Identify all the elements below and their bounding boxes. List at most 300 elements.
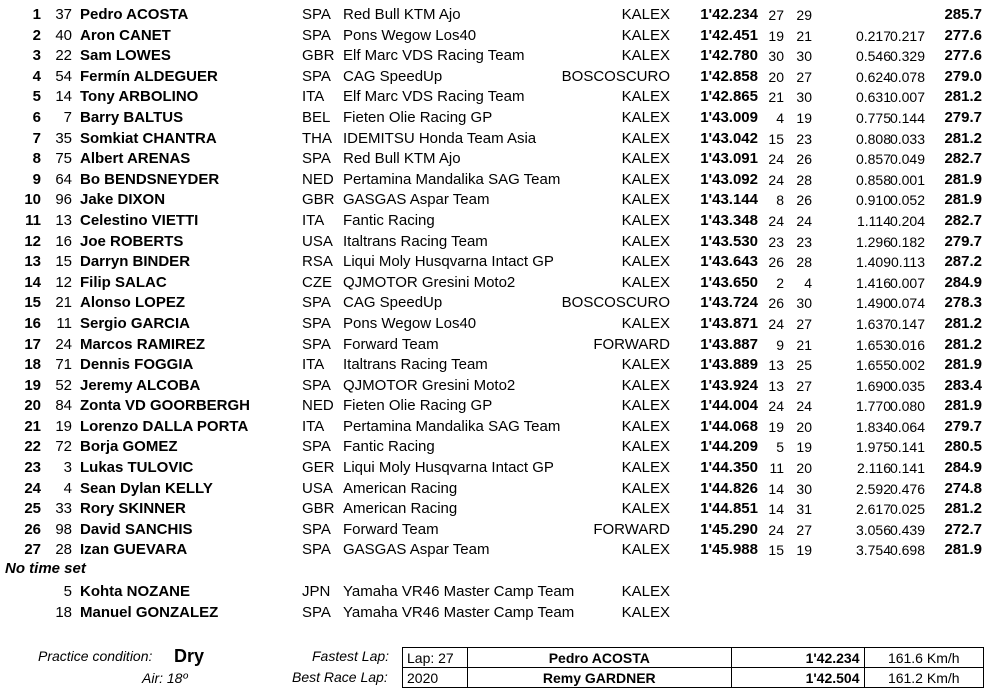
position: 16	[24, 314, 41, 332]
best-lap-number: 19	[768, 418, 784, 435]
rider-number: 14	[55, 88, 72, 106]
best-race-lap-label: Best Race Lap:	[292, 669, 388, 685]
rider-number: 16	[55, 232, 72, 250]
best-lap-number: 23	[768, 233, 784, 250]
best-lap-number: 13	[768, 377, 784, 394]
gap-to-first: 3.754	[855, 542, 891, 559]
gap-to-first: 0.624	[855, 68, 891, 85]
rider-number: 19	[55, 417, 72, 435]
top-speed: 281.2	[944, 314, 982, 332]
best-lap-number: 15	[768, 542, 784, 559]
position: 18	[24, 356, 41, 374]
motorcycle: KALEX	[621, 88, 670, 106]
result-row	[0, 87, 988, 108]
gap-to-first: 3.056	[855, 521, 891, 538]
gap-to-first: 1.490	[855, 295, 891, 312]
gap-to-previous: 0.182	[889, 233, 925, 250]
team-name: Yamaha VR46 Master Camp Team	[343, 603, 575, 621]
top-speed: 281.9	[944, 541, 982, 559]
lap-time: 1'43.924	[700, 376, 758, 394]
position: 19	[24, 376, 41, 394]
total-laps: 27	[796, 377, 812, 394]
gap-to-first: 1.416	[855, 274, 891, 291]
result-row	[0, 479, 988, 500]
results-table	[0, 5, 988, 561]
total-laps: 28	[796, 171, 812, 188]
position: 24	[24, 479, 41, 497]
result-row	[0, 46, 988, 67]
result-row	[0, 170, 988, 191]
rider-name: Jeremy ALCOBA	[80, 376, 201, 394]
team-name: CAG SpeedUp	[343, 294, 443, 312]
result-row	[0, 376, 988, 397]
best-lap-number: 21	[768, 89, 784, 106]
team-name: Italtrans Racing Team	[343, 356, 488, 374]
nationality: ITA	[302, 356, 325, 374]
nationality: RSA	[302, 253, 333, 271]
rider-name: Albert ARENAS	[80, 150, 191, 168]
lap-time: 1'42.865	[700, 88, 758, 106]
team-name: Pertamina Mandalika SAG Team	[343, 417, 561, 435]
lap-time: 1'44.851	[700, 500, 758, 518]
total-laps: 30	[796, 89, 812, 106]
team-name: Red Bull KTM Ajo	[343, 150, 461, 168]
motorcycle: KALEX	[621, 459, 670, 477]
gap-to-first: 0.217	[855, 27, 891, 44]
result-row	[0, 5, 988, 26]
result-row	[0, 355, 988, 376]
top-speed: 279.7	[944, 232, 982, 250]
best-lap-number: 14	[768, 501, 784, 518]
rider-name: Lukas TULOVIC	[80, 459, 194, 477]
no-time-row	[0, 582, 988, 603]
no-time-set-list	[0, 582, 988, 623]
top-speed: 279.7	[944, 108, 982, 126]
team-name: Italtrans Racing Team	[343, 232, 488, 250]
rider-name: Joe ROBERTS	[80, 232, 184, 250]
motorcycle: KALEX	[621, 108, 670, 126]
best-lap-number: 27	[768, 7, 784, 23]
total-laps: 30	[796, 295, 812, 312]
rider-number: 96	[55, 191, 72, 209]
lap-time: 1'43.889	[700, 356, 758, 374]
rider-name: Jake DIXON	[80, 191, 166, 209]
lap-time: 1'43.009	[700, 108, 758, 126]
result-row	[0, 314, 988, 335]
rider-name: Sergio GARCIA	[80, 314, 191, 332]
result-row	[0, 499, 988, 520]
nationality: NED	[302, 170, 334, 188]
nationality: SPA	[302, 335, 331, 353]
rider-name: Fermín ALDEGUER	[80, 67, 218, 85]
best-lap-number: 30	[768, 48, 784, 65]
lap-time: 1'45.290	[700, 520, 758, 538]
rider-name: Marcos RAMIREZ	[80, 335, 206, 353]
rider-name: David SANCHIS	[80, 520, 193, 538]
position: 7	[32, 129, 41, 147]
gap-to-previous: 0.052	[889, 192, 925, 209]
gap-to-first: 1.296	[855, 233, 891, 250]
team-name: Elf Marc VDS Racing Team	[343, 47, 525, 65]
total-laps: 20	[796, 460, 812, 477]
rider-number: 72	[55, 438, 72, 456]
nationality: GER	[302, 459, 335, 477]
position: 1	[32, 6, 41, 23]
team-name: QJMOTOR Gresini Moto2	[343, 273, 516, 291]
top-speed: 281.9	[944, 191, 982, 209]
motorcycle: KALEX	[621, 479, 670, 497]
result-row	[0, 67, 988, 88]
motorcycle: KALEX	[621, 417, 670, 435]
nationality: USA	[302, 479, 333, 497]
rider-number: 4	[63, 479, 72, 497]
rider-number: 22	[55, 47, 72, 65]
gap-to-previous: 0.141	[889, 460, 925, 477]
team-name: Fantic Racing	[343, 438, 435, 456]
total-laps: 27	[796, 521, 812, 538]
top-speed: 281.9	[944, 397, 982, 415]
nationality: SPA	[302, 376, 331, 394]
nationality: SPA	[302, 314, 331, 332]
rider-number: 12	[55, 273, 72, 291]
nationality: SPA	[302, 294, 331, 312]
nationality: ITA	[302, 417, 325, 435]
top-speed: 281.2	[944, 88, 982, 106]
lap-time: 1'42.780	[700, 47, 758, 65]
fastest-lap-time: 1'42.234	[731, 648, 864, 668]
lap-time: 1'43.650	[700, 273, 758, 291]
lap-time: 1'42.451	[700, 26, 758, 44]
nationality: GBR	[302, 191, 335, 209]
lap-time: 1'43.042	[700, 129, 758, 147]
total-laps: 24	[796, 212, 812, 229]
gap-to-first: 1.975	[855, 439, 891, 456]
team-name: Forward Team	[343, 335, 439, 353]
air-temperature: Air: 18º	[142, 670, 188, 686]
best-race-lap-row	[403, 668, 984, 688]
rider-number: 33	[55, 500, 72, 518]
position: 20	[24, 397, 41, 415]
rider-name: Manuel GONZALEZ	[80, 603, 219, 621]
total-laps: 23	[796, 233, 812, 250]
nationality: JPN	[302, 583, 331, 600]
lap-time: 1'45.988	[700, 541, 758, 559]
result-row	[0, 437, 988, 458]
gap-to-previous: 0.035	[889, 377, 925, 394]
gap-to-previous: 0.078	[889, 68, 925, 85]
total-laps: 30	[796, 480, 812, 497]
motorcycle: KALEX	[621, 603, 670, 621]
position: 13	[24, 253, 41, 271]
gap-to-previous: 0.074	[889, 295, 925, 312]
result-row	[0, 273, 988, 294]
total-laps: 24	[796, 398, 812, 415]
rider-number: 64	[55, 170, 72, 188]
rider-number: 5	[63, 583, 72, 600]
best-lap-number: 24	[768, 398, 784, 415]
result-row	[0, 190, 988, 211]
top-speed: 281.2	[944, 500, 982, 518]
motorcycle: KALEX	[621, 47, 670, 65]
best-lap-number: 24	[768, 521, 784, 538]
best-lap-number: 5	[776, 439, 784, 456]
nationality: GBR	[302, 47, 335, 65]
team-name: QJMOTOR Gresini Moto2	[343, 376, 516, 394]
team-name: GASGAS Aspar Team	[343, 191, 490, 209]
gap-to-first: 0.858	[855, 171, 891, 188]
lap-time: 1'43.091	[700, 150, 758, 168]
motorcycle: KALEX	[621, 191, 670, 209]
rider-name: Dennis FOGGIA	[80, 356, 194, 374]
motorcycle: KALEX	[621, 129, 670, 147]
lap-time: 1'43.092	[700, 170, 758, 188]
rider-number: 71	[55, 356, 72, 374]
motorcycle: KALEX	[621, 500, 670, 518]
motorcycle: KALEX	[621, 438, 670, 456]
lap-time: 1'44.209	[700, 438, 758, 456]
nationality: BEL	[302, 108, 331, 126]
lap-time: 1'44.826	[700, 479, 758, 497]
best-race-lap-rider: Remy GARDNER	[467, 668, 731, 688]
total-laps: 21	[796, 336, 812, 353]
gap-to-first: 0.808	[855, 130, 891, 147]
best-lap-number: 2	[776, 274, 784, 291]
rider-number: 28	[55, 541, 72, 559]
total-laps: 23	[796, 130, 812, 147]
total-laps: 21	[796, 27, 812, 44]
result-row	[0, 108, 988, 129]
gap-to-first: 1.409	[855, 254, 891, 271]
gap-to-first: 1.653	[855, 336, 891, 353]
nationality: ITA	[302, 211, 325, 229]
position: 15	[24, 294, 41, 312]
result-row	[0, 520, 988, 541]
position: 23	[24, 459, 41, 477]
gap-to-previous: 0.033	[889, 130, 925, 147]
position: 21	[24, 417, 41, 435]
fastest-lap-rider: Pedro ACOSTA	[467, 648, 731, 668]
top-speed: 281.2	[944, 129, 982, 147]
rider-number: 52	[55, 376, 72, 394]
total-laps: 28	[796, 254, 812, 271]
best-lap-number: 11	[769, 460, 784, 477]
rider-name: Borja GOMEZ	[80, 438, 178, 456]
rider-name: Izan GUEVARA	[80, 541, 188, 559]
team-name: Liqui Moly Husqvarna Intact GP	[343, 253, 554, 271]
nationality: SPA	[302, 603, 331, 621]
result-row	[0, 458, 988, 479]
team-name: Yamaha VR46 Master Camp Team	[343, 583, 575, 600]
team-name: Fantic Racing	[343, 211, 435, 229]
total-laps: 26	[796, 192, 812, 209]
team-name: Liqui Moly Husqvarna Intact GP	[343, 459, 554, 477]
motorcycle: KALEX	[621, 314, 670, 332]
best-lap-number: 8	[776, 192, 784, 209]
rider-name: Sean Dylan KELLY	[80, 479, 213, 497]
position: 17	[24, 335, 41, 353]
rider-number: 37	[55, 6, 72, 23]
rider-number: 7	[63, 108, 72, 126]
result-row	[0, 335, 988, 356]
motorcycle: KALEX	[621, 26, 670, 44]
best-lap-number: 26	[768, 295, 784, 312]
rider-name: Sam LOWES	[80, 47, 171, 65]
top-speed: 281.9	[944, 170, 982, 188]
result-row	[0, 396, 988, 417]
nationality: USA	[302, 232, 333, 250]
top-speed: 272.7	[944, 520, 982, 538]
nationality: SPA	[302, 67, 331, 85]
best-lap-number: 14	[768, 480, 784, 497]
team-name: Forward Team	[343, 520, 439, 538]
motorcycle: BOSCOSCURO	[561, 294, 670, 312]
position: 25	[24, 500, 41, 518]
rider-number: 15	[55, 253, 72, 271]
best-lap-number: 9	[776, 336, 784, 353]
motorcycle: KALEX	[621, 273, 670, 291]
result-row	[0, 211, 988, 232]
gap-to-first: 1.637	[855, 315, 891, 332]
motorcycle: KALEX	[621, 150, 670, 168]
motorcycle: FORWARD	[593, 520, 670, 538]
motorcycle: KALEX	[621, 6, 670, 23]
top-speed: 277.6	[944, 26, 982, 44]
rider-number: 98	[55, 520, 72, 538]
total-laps: 20	[796, 418, 812, 435]
gap-to-first: 1.770	[855, 398, 891, 415]
position: 4	[32, 67, 41, 85]
nationality: SPA	[302, 520, 331, 538]
no-time-set-heading: No time set	[5, 560, 86, 577]
best-race-lap-speed: 161.2 Km/h	[864, 668, 984, 688]
motorcycle: KALEX	[621, 397, 670, 415]
practice-condition-value: Dry	[174, 646, 205, 666]
total-laps: 19	[796, 109, 812, 126]
gap-to-previous: 0.217	[889, 27, 925, 44]
gap-to-previous: 0.144	[889, 109, 925, 126]
best-lap-number: 19	[768, 27, 784, 44]
top-speed: 274.8	[944, 479, 982, 497]
top-speed: 284.9	[944, 273, 982, 291]
total-laps: 30	[796, 48, 812, 65]
team-name: Pertamina Mandalika SAG Team	[343, 170, 561, 188]
rider-name: Tony ARBOLINO	[80, 88, 199, 106]
top-speed: 279.0	[944, 67, 982, 85]
gap-to-first: 1.114	[857, 212, 891, 229]
best-lap-number: 24	[768, 171, 784, 188]
top-speed: 282.7	[944, 150, 982, 168]
lap-time: 1'43.643	[700, 253, 758, 271]
gap-to-previous: 0.049	[889, 151, 925, 168]
nationality: CZE	[302, 273, 332, 291]
team-name: Red Bull KTM Ajo	[343, 6, 461, 23]
lap-time: 1'43.348	[700, 211, 758, 229]
nationality: THA	[302, 129, 332, 147]
total-laps: 27	[796, 68, 812, 85]
position: 11	[25, 211, 41, 229]
lap-time: 1'44.004	[700, 397, 758, 415]
gap-to-first: 2.592	[855, 480, 891, 497]
rider-name: Alonso LOPEZ	[80, 294, 185, 312]
gap-to-first: 2.617	[855, 501, 891, 518]
rider-number: 11	[56, 314, 72, 332]
total-laps: 27	[796, 315, 812, 332]
gap-to-first: 0.857	[855, 151, 891, 168]
position: 2	[32, 26, 41, 44]
rider-name: Barry BALTUS	[80, 108, 184, 126]
total-laps: 31	[796, 501, 812, 518]
motorcycle: BOSCOSCURO	[561, 67, 670, 85]
team-name: Pons Wegow Los40	[343, 26, 477, 44]
nationality: ITA	[302, 88, 325, 106]
rider-name: Darryn BINDER	[80, 253, 191, 271]
rider-name: Zonta VD GOORBERGH	[80, 397, 251, 415]
best-lap-number: 26	[768, 254, 784, 271]
best-lap-number: 15	[768, 130, 784, 147]
top-speed: 282.7	[944, 211, 982, 229]
rider-number: 40	[55, 26, 72, 44]
top-speed: 279.7	[944, 417, 982, 435]
rider-number: 35	[55, 129, 72, 147]
gap-to-first: 0.910	[855, 192, 891, 209]
position: 26	[24, 520, 41, 538]
gap-to-previous: 0.002	[889, 357, 925, 374]
position: 14	[24, 273, 41, 291]
gap-to-previous: 0.025	[889, 501, 925, 518]
gap-to-previous: 0.329	[889, 48, 925, 65]
lap-time: 1'43.144	[700, 191, 758, 209]
gap-to-first: 0.546	[855, 48, 891, 65]
nationality: SPA	[302, 6, 331, 23]
lap-time: 1'42.234	[700, 6, 758, 23]
gap-to-first: 0.775	[855, 109, 891, 126]
team-name: CAG SpeedUp	[343, 67, 443, 85]
best-lap-number: 24	[768, 212, 784, 229]
lap-time: 1'43.871	[700, 314, 758, 332]
motorcycle: FORWARD	[593, 335, 670, 353]
gap-to-previous: 0.439	[889, 521, 925, 538]
position: 27	[24, 541, 41, 559]
rider-number: 18	[55, 603, 72, 621]
top-speed: 283.4	[944, 376, 982, 394]
top-speed: 284.9	[944, 459, 982, 477]
position: 5	[32, 88, 41, 106]
result-row	[0, 540, 988, 561]
gap-to-first: 1.834	[855, 418, 891, 435]
session-footer	[0, 644, 988, 686]
motorcycle: KALEX	[621, 253, 670, 271]
gap-to-previous: 0.001	[889, 171, 925, 188]
gap-to-previous: 0.016	[889, 336, 925, 353]
rider-number: 84	[55, 397, 72, 415]
nationality: SPA	[302, 150, 331, 168]
motorcycle: KALEX	[621, 211, 670, 229]
team-name: Elf Marc VDS Racing Team	[343, 88, 525, 106]
gap-to-previous: 0.147	[889, 315, 925, 332]
total-laps: 29	[796, 7, 812, 23]
total-laps: 19	[796, 439, 812, 456]
gap-to-previous: 0.007	[889, 274, 925, 291]
motorcycle: KALEX	[621, 170, 670, 188]
best-lap-number: 13	[768, 357, 784, 374]
rider-number: 24	[55, 335, 72, 353]
rider-name: Rory SKINNER	[80, 500, 186, 518]
fastest-lap-label: Fastest Lap:	[312, 648, 390, 664]
top-speed: 287.2	[944, 253, 982, 271]
gap-to-previous: 0.080	[889, 398, 925, 415]
top-speed: 281.9	[944, 356, 982, 374]
fastest-lap-row	[403, 648, 984, 668]
